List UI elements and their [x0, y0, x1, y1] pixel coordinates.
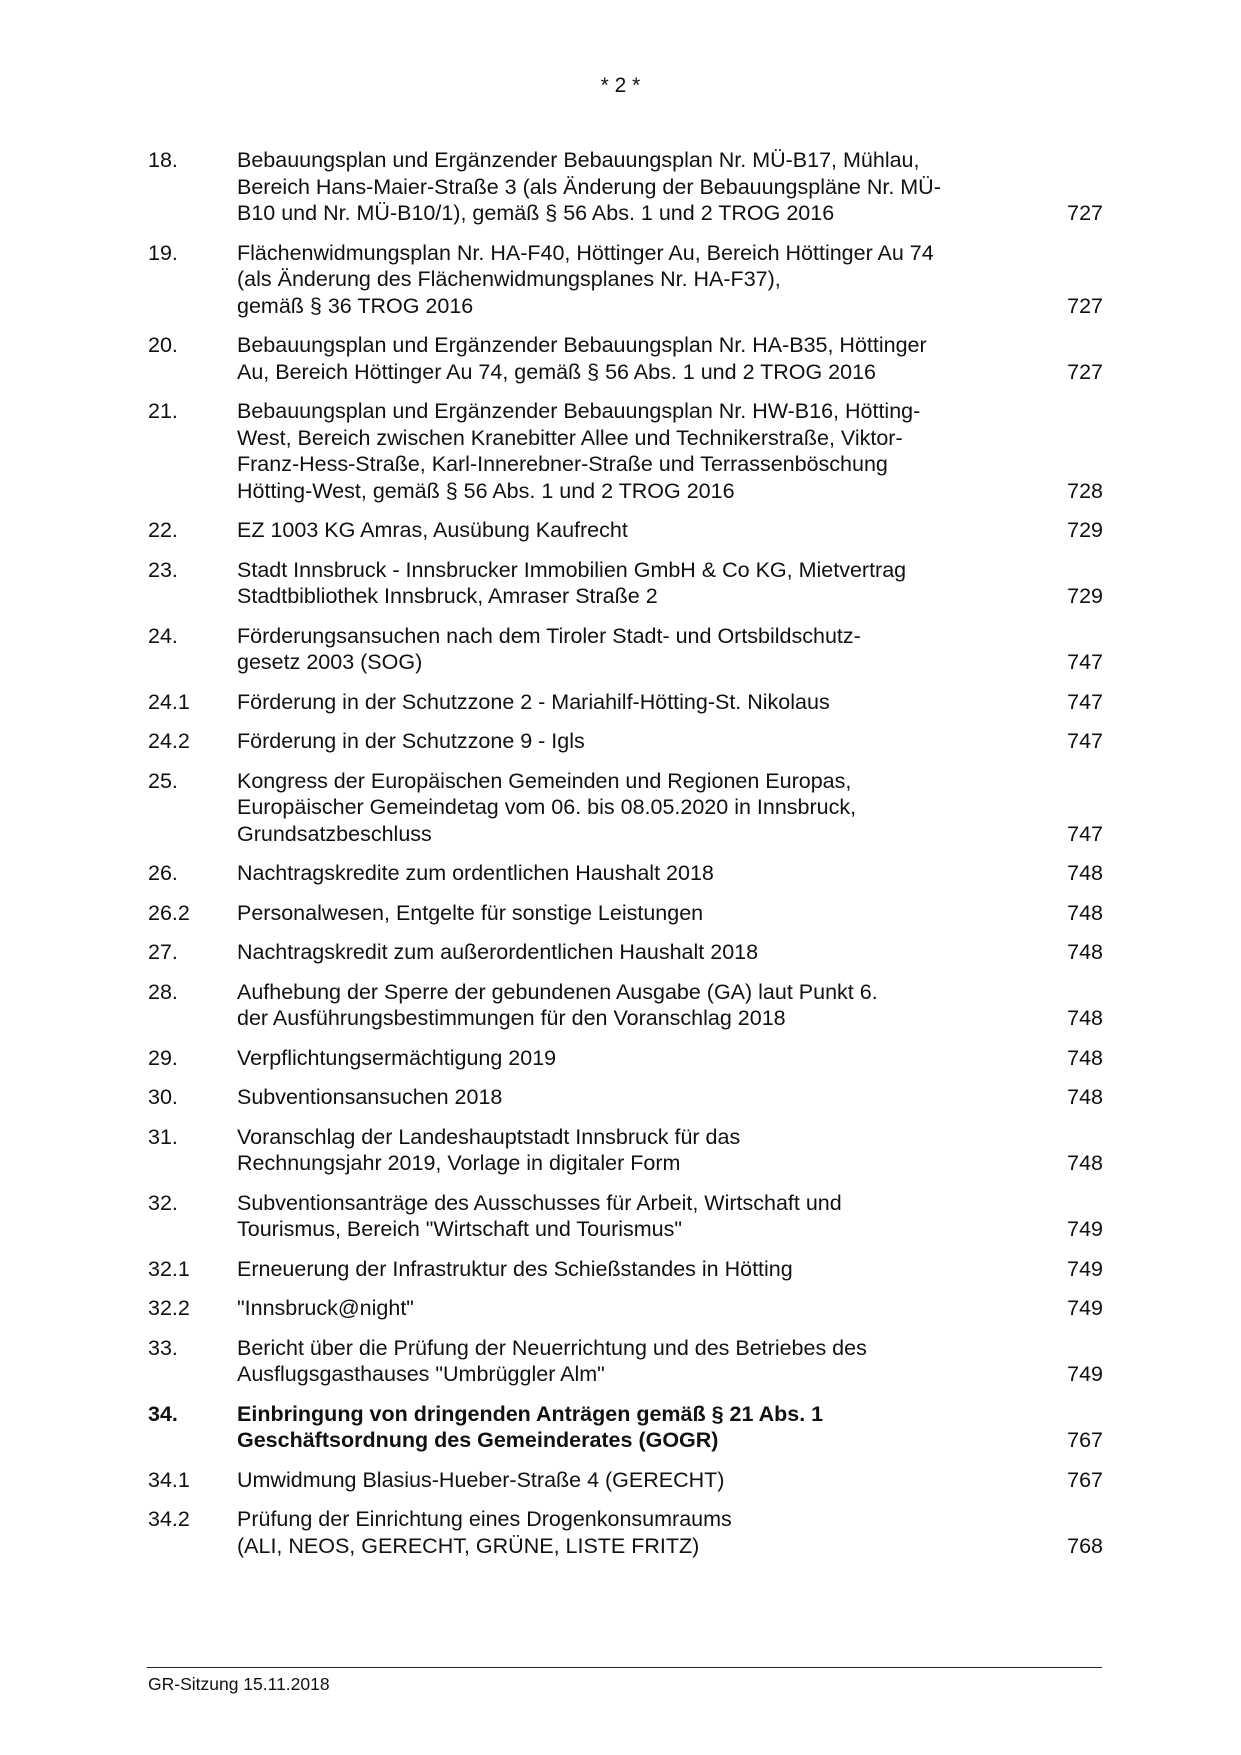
toc-entry-page: 747: [1067, 689, 1103, 714]
toc-entry-title: [237, 1506, 1043, 1559]
toc-entry: [148, 1506, 1103, 1559]
toc-entry: [148, 147, 1103, 227]
toc-entry: [148, 1467, 1103, 1494]
page-number: * 2 *: [600, 74, 641, 97]
toc-entry-number: 33.: [148, 1335, 178, 1360]
toc-entry: [148, 939, 1103, 966]
toc-entry-title-line: Bebauungsplan und Ergänzender Bebauungsplan Nr. HA-B35, Höttinger: [237, 333, 927, 357]
toc-entry-title: [237, 1295, 1043, 1322]
toc-entry-title: [237, 979, 1043, 1032]
toc-entry-page: 727: [1067, 293, 1103, 318]
toc-entry-number: 20.: [148, 333, 178, 357]
toc-entry-number: 26.: [148, 861, 178, 885]
toc-entry-page: 768: [1067, 1533, 1103, 1558]
toc-entry-title: [237, 689, 1043, 716]
table-of-contents: [148, 147, 1103, 1572]
toc-entry-title-line: Subventionsansuchen 2018: [237, 1085, 503, 1109]
toc-entry-title-line: Förderungsansuchen nach dem Tiroler Stadt- und Ortsbildschutz-: [237, 623, 861, 648]
toc-entry-title-line: Geschäftsordnung des Gemeinderates (GOGR): [237, 1428, 719, 1452]
toc-entry-title: [237, 1045, 1043, 1072]
toc-entry-title-line: (als Änderung des Flächenwidmungsplanes Nr. HA-F37),: [237, 267, 781, 291]
toc-entry-page: 749: [1067, 1362, 1103, 1386]
toc-entry-title-line: Subventionsanträge des Ausschusses für Arbeit, Wirtschaft und: [237, 1190, 842, 1215]
toc-entry-title-line: Rechnungsjahr 2019, Vorlage in digitaler Form: [237, 1151, 681, 1175]
toc-entry: [148, 517, 1103, 544]
toc-entry-number: 26.2: [148, 900, 190, 925]
toc-entry-title-line: gesetz 2003 (SOG): [237, 650, 423, 674]
toc-entry: [148, 1401, 1103, 1454]
toc-entry-title: [237, 900, 1043, 927]
toc-entry-title-line: Voranschlag der Landeshauptstadt Innsbruck für das: [237, 1124, 741, 1149]
toc-entry-number: 32.2: [148, 1296, 190, 1320]
toc-entry-title-line: Au, Bereich Höttinger Au 74, gemäß § 56 Abs. 1 und 2 TROG 2016: [237, 359, 877, 384]
toc-entry-title-line: Bebauungsplan und Ergänzender Bebauungsplan Nr. HW-B16, Hötting-: [237, 399, 921, 423]
toc-entry-page: 748: [1067, 900, 1103, 925]
toc-entry-title-line: Europäischer Gemeindetag vom 06. bis 08.05.2020 in Innsbruck,: [237, 795, 857, 819]
toc-entry: [148, 1045, 1103, 1072]
toc-entry: [148, 557, 1103, 610]
toc-entry-title-line: Stadt Innsbruck - Innsbrucker Immobilien GmbH & Co KG, Mietvertrag: [237, 557, 907, 582]
toc-entry-title: [237, 939, 1043, 966]
toc-entry-title-line: Nachtragskredite zum ordentlichen Haushalt 2018: [237, 861, 714, 885]
toc-entry-title-line: Förderung in der Schutzzone 2 - Mariahilf-Hötting-St. Nikolaus: [237, 689, 830, 714]
toc-entry-title: [237, 240, 1043, 320]
toc-entry-page: 727: [1067, 359, 1103, 384]
toc-entry-page: 729: [1067, 584, 1103, 608]
toc-entry-number: 31.: [148, 1124, 178, 1149]
toc-entry-number: 24.2: [148, 729, 190, 753]
toc-entry: [148, 240, 1103, 320]
toc-entry: [148, 768, 1103, 848]
toc-entry: [148, 332, 1103, 385]
toc-entry-title: [237, 623, 1043, 676]
toc-entry-title: [237, 147, 1043, 227]
toc-entry-title-line: Verpflichtungsermächtigung 2019: [237, 1045, 557, 1070]
toc-entry-number: 27.: [148, 940, 178, 964]
toc-entry-title-line: Aufhebung der Sperre der gebundenen Ausgabe (GA) laut Punkt 6.: [237, 979, 878, 1004]
toc-entry-title-line: (ALI, NEOS, GERECHT, GRÜNE, LISTE FRITZ): [237, 1533, 700, 1558]
toc-entry-number: 21.: [148, 399, 178, 423]
toc-entry: [148, 689, 1103, 716]
toc-entry-number: 22.: [148, 518, 178, 542]
toc-entry-number: 34.1: [148, 1467, 190, 1492]
toc-entry-title-line: B10 und Nr. MÜ-B10/1), gemäß § 56 Abs. 1 und 2 TROG 2016: [237, 201, 835, 225]
toc-entry: [148, 900, 1103, 927]
toc-entry-number: 32.1: [148, 1256, 190, 1281]
toc-entry-title-line: Personalwesen, Entgelte für sonstige Leistungen: [237, 900, 704, 925]
toc-entry-page: 747: [1067, 650, 1103, 674]
toc-entry-title-line: Hötting-West, gemäß § 56 Abs. 1 und 2 TROG 2016: [237, 478, 735, 503]
toc-entry-page: 749: [1067, 1217, 1103, 1241]
toc-entry-title: [237, 398, 1043, 504]
toc-entry-title-line: West, Bereich zwischen Kranebitter Allee und Technikerstraße, Viktor-: [237, 425, 903, 450]
toc-entry-page: 747: [1067, 821, 1103, 846]
toc-entry-title: [237, 517, 1043, 544]
toc-entry-number: 18.: [148, 148, 178, 172]
toc-entry: [148, 398, 1103, 504]
toc-entry: [148, 1190, 1103, 1243]
toc-entry-title-line: Umwidmung Blasius-Hueber-Straße 4 (GERECHT): [237, 1467, 725, 1492]
toc-entry-title: [237, 768, 1043, 848]
toc-entry-title-line: Flächenwidmungsplan Nr. HA-F40, Höttinger Au, Bereich Höttinger Au 74: [237, 240, 934, 265]
toc-entry-title-line: Bericht über die Prüfung der Neuerrichtung und des Betriebes des: [237, 1335, 867, 1360]
toc-entry-title-line: Grundsatzbeschluss: [237, 821, 432, 846]
toc-entry-title-line: EZ 1003 KG Amras, Ausübung Kaufrecht: [237, 518, 628, 542]
toc-entry-title-line: Stadtbibliothek Innsbruck, Amraser Straße 2: [237, 584, 658, 608]
toc-entry-title-line: Franz-Hess-Straße, Karl-Innerebner-Straße und Terrassenböschung: [237, 452, 888, 476]
toc-entry-page: 727: [1067, 201, 1103, 225]
toc-entry-title: [237, 1256, 1043, 1283]
toc-entry-title-line: Förderung in der Schutzzone 9 - Igls: [237, 729, 585, 753]
toc-entry-title: [237, 557, 1043, 610]
toc-entry-title: [237, 1084, 1043, 1111]
toc-entry-title-line: Tourismus, Bereich "Wirtschaft und Tourismus": [237, 1217, 683, 1241]
toc-entry-number: 24.1: [148, 689, 190, 714]
toc-entry-title-line: Prüfung der Einrichtung eines Drogenkonsumraums: [237, 1507, 732, 1531]
footer-session-date: GR-Sitzung 15.11.2018: [148, 1674, 330, 1694]
toc-entry: [148, 1084, 1103, 1111]
footer-divider: [147, 1667, 1102, 1668]
toc-entry-page: 748: [1067, 861, 1103, 885]
toc-entry: [148, 1256, 1103, 1283]
toc-entry-page: 748: [1067, 1151, 1103, 1175]
toc-entry-title-line: "Innsbruck@night": [237, 1296, 414, 1320]
toc-entry-title-line: der Ausführungsbestimmungen für den Voranschlag 2018: [237, 1006, 786, 1030]
toc-entry-page: 748: [1067, 1085, 1103, 1109]
toc-entry-title-line: Ausflugsgasthauses "Umbrüggler Alm": [237, 1362, 605, 1386]
toc-entry-number: 29.: [148, 1045, 178, 1070]
toc-entry-title: [237, 1401, 1043, 1454]
toc-entry-page: 748: [1067, 1045, 1103, 1070]
toc-entry-title-line: Kongress der Europäischen Gemeinden und Regionen Europas,: [237, 768, 852, 793]
toc-entry-title: [237, 1124, 1043, 1177]
toc-entry: [148, 1335, 1103, 1388]
toc-entry-page: 728: [1067, 478, 1103, 503]
toc-entry-number: 23.: [148, 557, 178, 582]
toc-entry-title-line: Bebauungsplan und Ergänzender Bebauungsplan Nr. MÜ-B17, Mühlau,: [237, 148, 920, 172]
toc-entry-number: 32.: [148, 1190, 178, 1215]
toc-entry-title: [237, 332, 1043, 385]
toc-entry: [148, 860, 1103, 887]
toc-entry-title: [237, 1335, 1043, 1388]
toc-entry-title-line: Nachtragskredit zum außerordentlichen Haushalt 2018: [237, 940, 759, 964]
toc-entry-title-line: Einbringung von dringenden Anträgen gemäß § 21 Abs. 1: [237, 1401, 824, 1426]
toc-entry: [148, 979, 1103, 1032]
toc-entry-title: [237, 1467, 1043, 1494]
toc-entry-number: 25.: [148, 768, 178, 793]
toc-entry-page: 767: [1067, 1428, 1103, 1452]
toc-entry: [148, 728, 1103, 755]
toc-entry-number: 34.2: [148, 1507, 190, 1531]
toc-entry-title: [237, 728, 1043, 755]
toc-entry: [148, 1124, 1103, 1177]
toc-entry-page: 748: [1067, 1006, 1103, 1030]
toc-entry-number: 28.: [148, 979, 178, 1004]
toc-entry-number: 34.: [148, 1401, 178, 1426]
toc-entry-title-line: gemäß § 36 TROG 2016: [237, 293, 474, 318]
toc-entry-title-line: Bereich Hans-Maier-Straße 3 (als Änderung der Bebauungspläne Nr. MÜ-: [237, 174, 941, 199]
toc-entry-number: 19.: [148, 240, 178, 265]
toc-entry: [148, 623, 1103, 676]
toc-entry: [148, 1295, 1103, 1322]
toc-entry-page: 729: [1067, 518, 1103, 542]
toc-entry-page: 749: [1067, 1296, 1103, 1320]
toc-entry-title: [237, 1190, 1043, 1243]
toc-entry-number: 24.: [148, 623, 178, 648]
toc-entry-title-line: Erneuerung der Infrastruktur des Schießstandes in Hötting: [237, 1256, 793, 1281]
toc-entry-page: 749: [1067, 1256, 1103, 1281]
toc-entry-page: 748: [1067, 940, 1103, 964]
toc-entry-page: 747: [1067, 729, 1103, 753]
toc-entry-title: [237, 860, 1043, 887]
toc-entry-number: 30.: [148, 1085, 178, 1109]
toc-entry-page: 767: [1067, 1467, 1103, 1492]
